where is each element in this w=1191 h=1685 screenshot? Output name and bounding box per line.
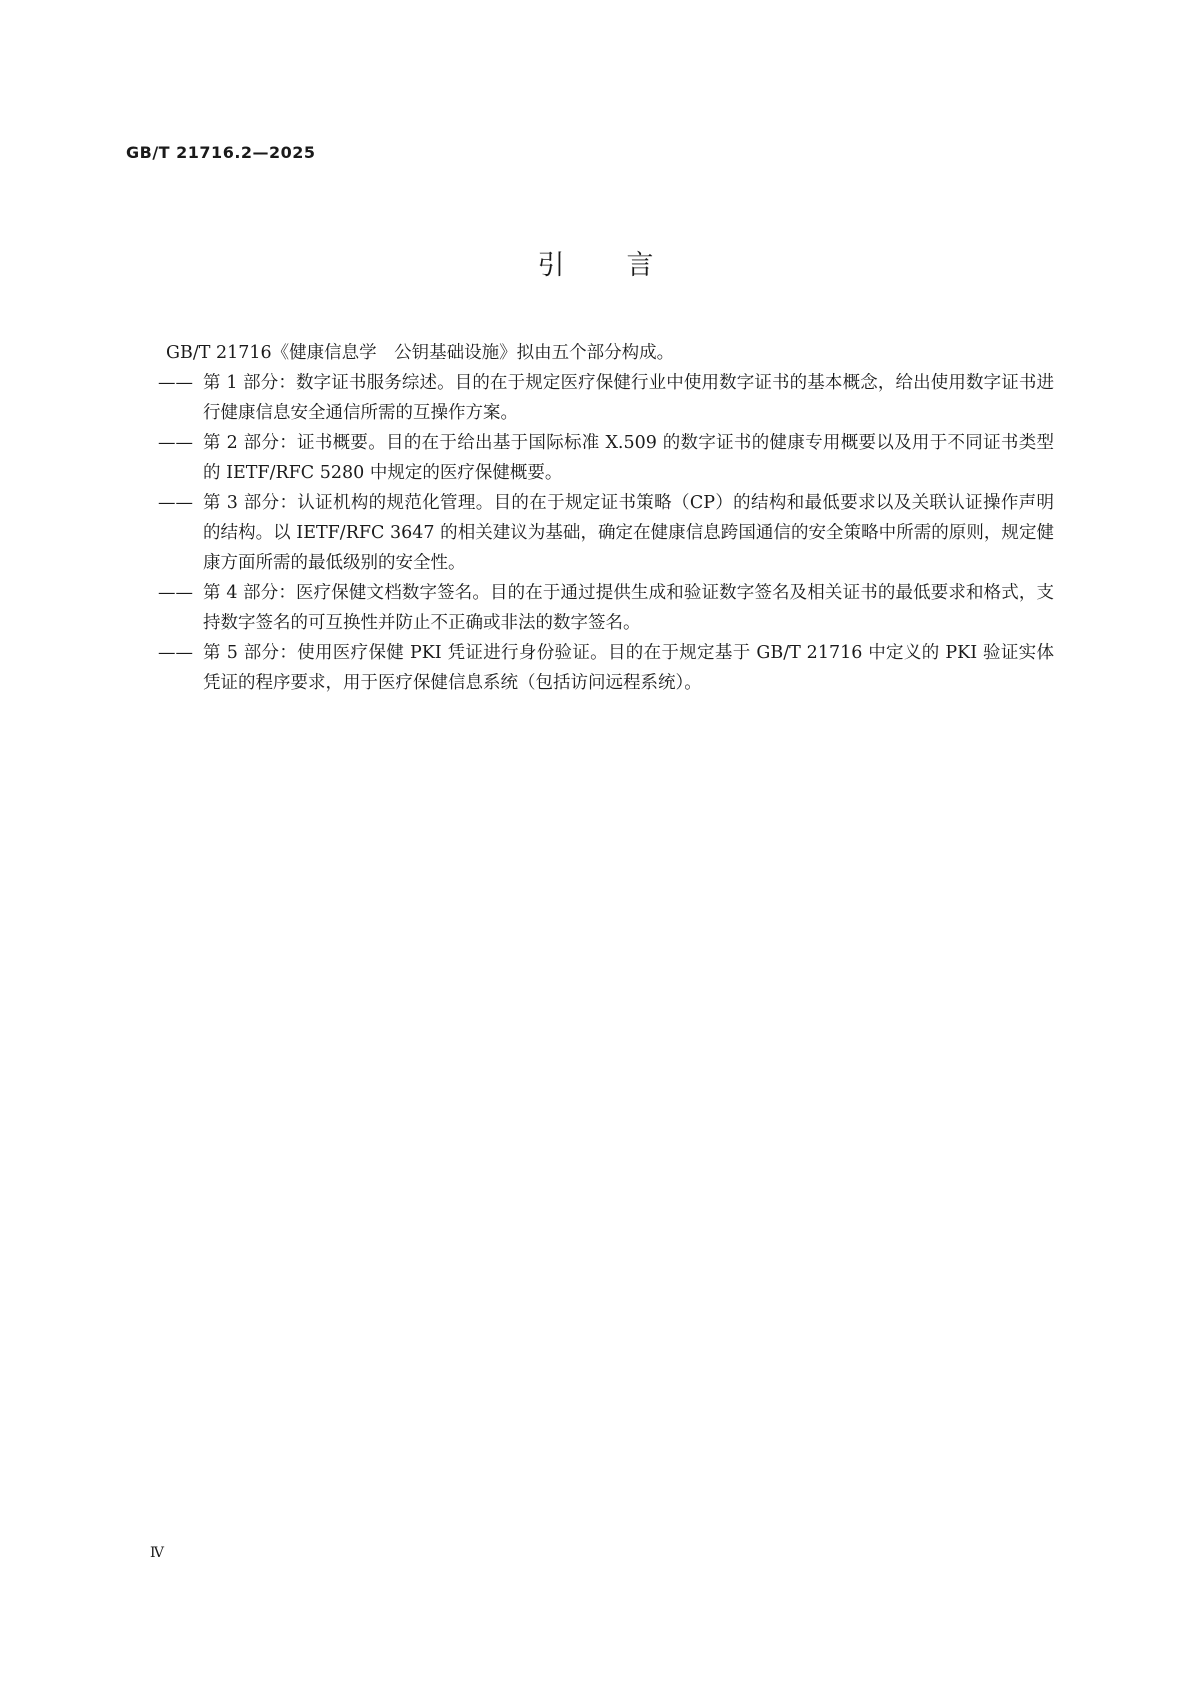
list-dash: —— [158,583,193,603]
part-3-text: 第 3 部分：认证机构的规范化管理。目的在于规定证书策略（CP）的结构和最低要求以及关联认证操作声明的结构。以 IETF/RFC 3647 的相关建议为基础，确定在健康信息跨国通信的安全策略中所需的原则，规定健康方面所需的最低级别的安全性。 [203,493,1054,573]
part-4-item [158,578,1054,638]
part-4-text: 第 4 部分：医疗保健文档数字签名。目的在于通过提供生成和验证数字签名及相关证书的最低要求和格式，支持数字签名的可互换性并防止不正确或非法的数字签名。 [203,583,1054,633]
list-dash: —— [158,643,193,663]
part-5-text: 第 5 部分：使用医疗保健 PKI 凭证进行身份验证。目的在于规定基于 GB/T 21716 中定义的 PKI 验证实体凭证的程序要求，用于医疗保健信息系统（包括访问远程系统）。 [203,643,1054,693]
introduction-body [158,338,1054,698]
part-3-item [158,488,1054,578]
part-2-text: 第 2 部分：证书概要。目的在于给出基于国际标准 X.509 的数字证书的健康专用概要以及用于不同证书类型的 IETF/RFC 5280 中规定的医疗保健概要。 [203,433,1054,483]
list-dash: —— [158,493,193,513]
parts-list [158,368,1054,698]
part-1-item [158,368,1054,428]
intro-paragraph: GB/T 21716《健康信息学 公钥基础设施》拟由五个部分构成。 [166,343,675,363]
page-number: Ⅳ [150,1545,164,1561]
part-2-item [158,428,1054,488]
list-dash: —— [158,433,193,453]
list-dash: —— [158,373,193,393]
page-title: 引言 [537,250,716,281]
part-5-item [158,638,1054,698]
part-1-text: 第 1 部分：数字证书服务综述。目的在于规定医疗保健行业中使用数字证书的基本概念，给出使用数字证书进行健康信息安全通信所需的互操作方案。 [203,373,1054,423]
standard-code-header: GB/T 21716.2—2025 [126,143,316,162]
